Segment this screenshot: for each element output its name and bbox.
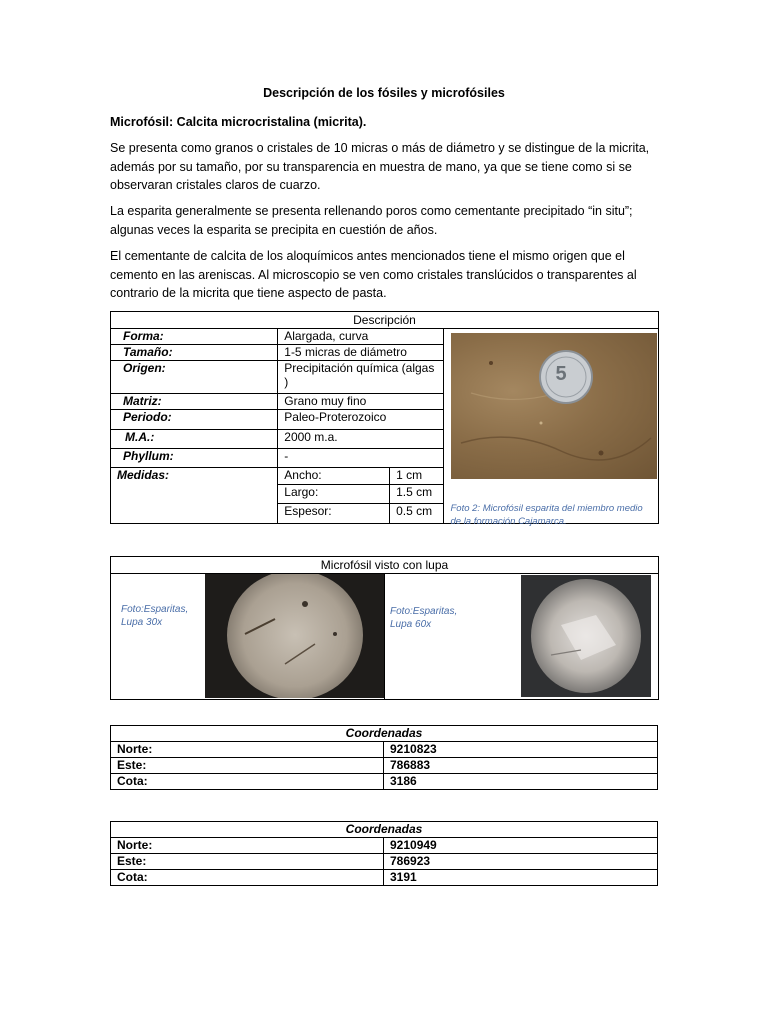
caption-60x: Foto:Esparitas, Lupa 60x bbox=[390, 606, 458, 630]
row-value: 1-5 micras de diámetro bbox=[278, 345, 444, 361]
coord-value: 9210949 bbox=[384, 838, 658, 854]
photo-cell bbox=[444, 329, 659, 527]
lupa-30x-photo bbox=[205, 574, 384, 698]
fossil-rock-photo bbox=[451, 333, 657, 479]
description-table bbox=[110, 311, 659, 527]
coord-label: Este: bbox=[111, 758, 384, 774]
lupa-table bbox=[110, 556, 659, 700]
lupa-divider bbox=[384, 574, 385, 699]
measures-label: Medidas: bbox=[111, 468, 278, 524]
coin-glyph: 5 bbox=[555, 363, 567, 385]
coordinates-table-2 bbox=[110, 821, 658, 886]
row-label: Periodo: bbox=[111, 410, 278, 430]
coord-label: Cota: bbox=[111, 870, 384, 886]
measure-value: 1 cm bbox=[390, 468, 444, 485]
row-label: Forma: bbox=[111, 329, 278, 345]
row-label: Phyllum: bbox=[111, 449, 278, 468]
row-value: Precipitación química (algas ) bbox=[278, 361, 444, 394]
coord-value: 3186 bbox=[384, 774, 658, 790]
paragraph-1: Se presenta como granos o cristales de 10 micras o más de diámetro y se distingue de la micrita, además por su tamaño, por su transparencia en muestra de mano, ya que se tiene como si se observaran cristales claros de cuarzo. bbox=[110, 141, 650, 192]
row-label: Origen: bbox=[111, 361, 278, 394]
row-label: Tamaño: bbox=[111, 345, 278, 361]
measure-name: Espesor: bbox=[278, 504, 390, 524]
row-label: Matriz: bbox=[111, 394, 278, 410]
measure-value: 1.5 cm bbox=[390, 485, 444, 504]
coordinates-header: Coordenadas bbox=[111, 822, 658, 838]
measure-name: Ancho: bbox=[278, 468, 390, 485]
row-label: M.A.: bbox=[111, 430, 278, 449]
coord-label: Norte: bbox=[111, 838, 384, 854]
coordinates-table-1 bbox=[110, 725, 658, 790]
coord-value: 3191 bbox=[384, 870, 658, 886]
coord-label: Cota: bbox=[111, 774, 384, 790]
row-value: Alargada, curva bbox=[278, 329, 444, 345]
coord-value: 786883 bbox=[384, 758, 658, 774]
microfossil-subtitle: Microfósil: Calcita microcristalina (micrita). bbox=[110, 115, 367, 129]
coord-label: Norte: bbox=[111, 742, 384, 758]
paragraph-3: El cementante de calcita de los aloquímicos antes mencionados tiene el mismo origen que el cemento en las areniscas. Al microscopio se ven como cristales translúcidos o transparentes al contrario de la micrita que tiene aspecto de pasta. bbox=[110, 249, 637, 300]
lupa-header: Microfósil visto con lupa bbox=[111, 557, 658, 574]
lupa-60x-photo bbox=[521, 575, 651, 697]
row-value: - bbox=[278, 449, 444, 468]
row-value: Paleo-Proterozoico bbox=[278, 410, 444, 430]
coord-value: 786923 bbox=[384, 854, 658, 870]
caption-30x: Foto:Esparitas, Lupa 30x bbox=[121, 604, 189, 628]
coord-label: Este: bbox=[111, 854, 384, 870]
measure-value: 0.5 cm bbox=[390, 504, 444, 524]
row-value: Grano muy fino bbox=[278, 394, 444, 410]
measure-name: Largo: bbox=[278, 485, 390, 504]
paragraph-2: La esparita generalmente se presenta rellenando poros como cementante precipitado “in situ”; algunas veces la esparita se precipita en cuestión de años. bbox=[110, 204, 633, 237]
row-value: 2000 m.a. bbox=[278, 430, 444, 449]
description-header: Descripción bbox=[111, 312, 659, 329]
coord-value: 9210823 bbox=[384, 742, 658, 758]
photo-caption: Foto 2: Microfósil esparita del miembro medio de la formación Cajamarca. bbox=[450, 503, 643, 527]
coordinates-header: Coordenadas bbox=[111, 726, 658, 742]
page-title: Descripción de los fósiles y microfósiles bbox=[263, 86, 505, 100]
